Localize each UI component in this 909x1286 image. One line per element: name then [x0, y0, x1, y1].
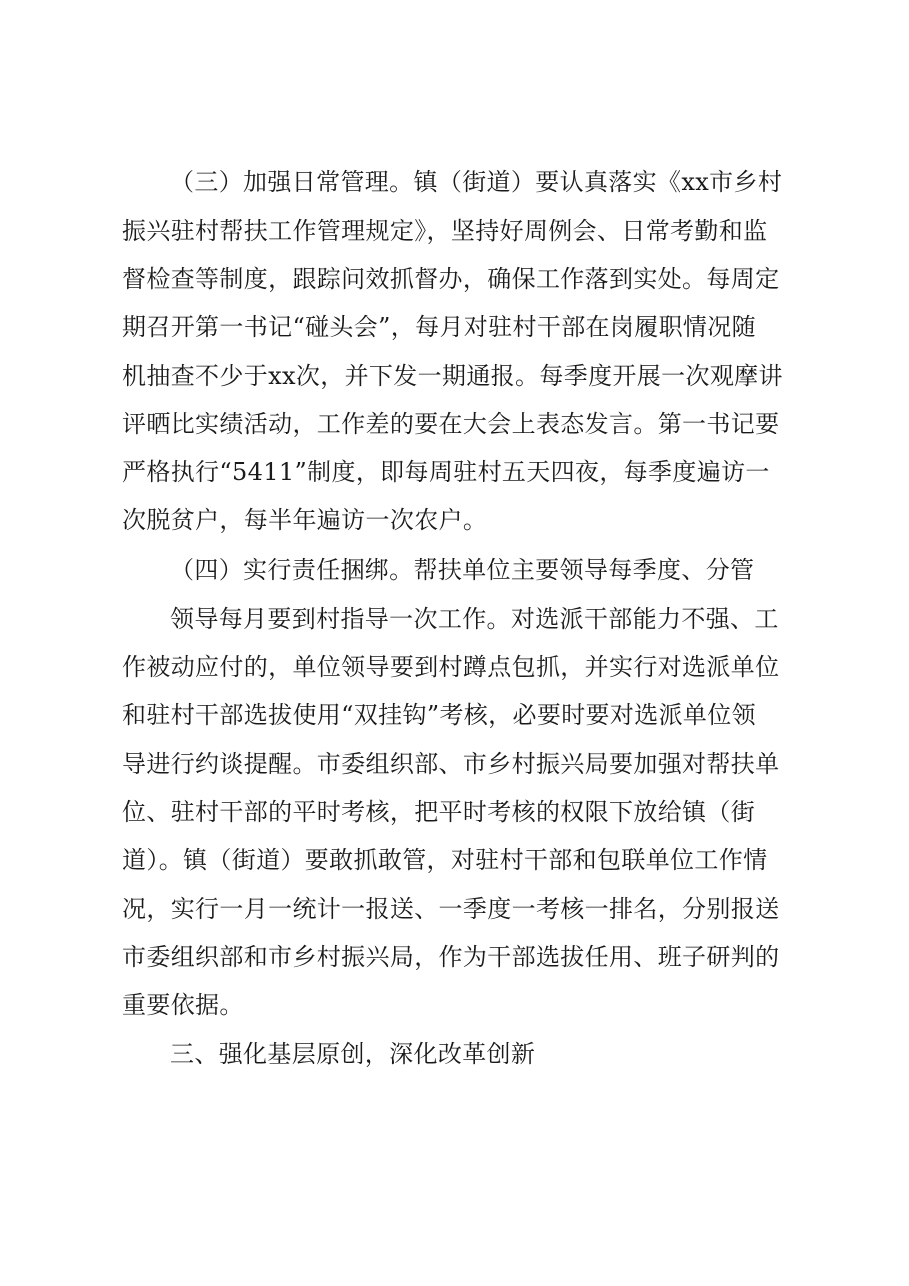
section-3-heading: 三、强化基层原创，深化改革创新	[170, 1040, 536, 1068]
paragraph-4-line-3: 和驻村干部选拔使用“双挂钩”考核，必要时要对选派单位领	[122, 701, 756, 729]
paragraph-4-line-4: 导进行约谈提醒。市委组织部、市乡村振兴局要加强对帮扶单	[122, 750, 780, 778]
paragraph-3-line-3: 督检查等制度，跟踪问效抓督办，确保工作落到实处。每周定	[122, 265, 780, 293]
paragraph-4-line-9: 重要依据。	[122, 991, 244, 1019]
paragraph-3-line-4: 期召开第一书记“碰头会”，每月对驻村干部在岗履职情况随	[122, 313, 756, 341]
paragraph-4-line-2: 作被动应付的，单位领导要到村蹲点包抓，并实行对选派单位	[122, 653, 780, 681]
paragraph-3-line-5: 机抽查不少于xx次，并下发一期通报。每季度开展一次观摩讲	[122, 362, 783, 390]
paragraph-4-line-8: 市委组织部和市乡村振兴局，作为干部选拔任用、班子研判的	[122, 943, 780, 971]
paragraph-3-line-6: 评晒比实绩活动，工作差的要在大会上表态发言。第一书记要	[122, 410, 780, 438]
paragraph-4-line-6: 道）。镇（街道）要敢抓敢管，对驻村干部和包联单位工作情	[122, 846, 768, 874]
paragraph-4-heading-line: （四）实行责任捆绑。帮扶单位主要领导每季度、分管	[170, 556, 755, 584]
paragraph-3-line-8: 次脱贫户，每半年遍访一次农户。	[122, 506, 488, 534]
paragraph-4-line-7: 况，实行一月一统计一报送、一季度一考核一排名，分别报送	[122, 895, 780, 923]
paragraph-3-line-7: 严格执行“5411”制度，即每周驻村五天四夜，每季度遍访一	[122, 458, 770, 486]
paragraph-4-line-5: 位、驻村干部的平时考核，把平时考核的权限下放给镇（街	[122, 798, 756, 826]
paragraph-3-line-2: 振兴驻村帮扶工作管理规定》，坚持好周例会、日常考勤和监	[122, 217, 768, 245]
paragraph-3-line-1: （三）加强日常管理。镇（街道）要认真落实《xx市乡村	[170, 168, 783, 196]
paragraph-4-line-1: 领导每月要到村指导一次工作。对选派干部能力不强、工	[170, 605, 779, 633]
